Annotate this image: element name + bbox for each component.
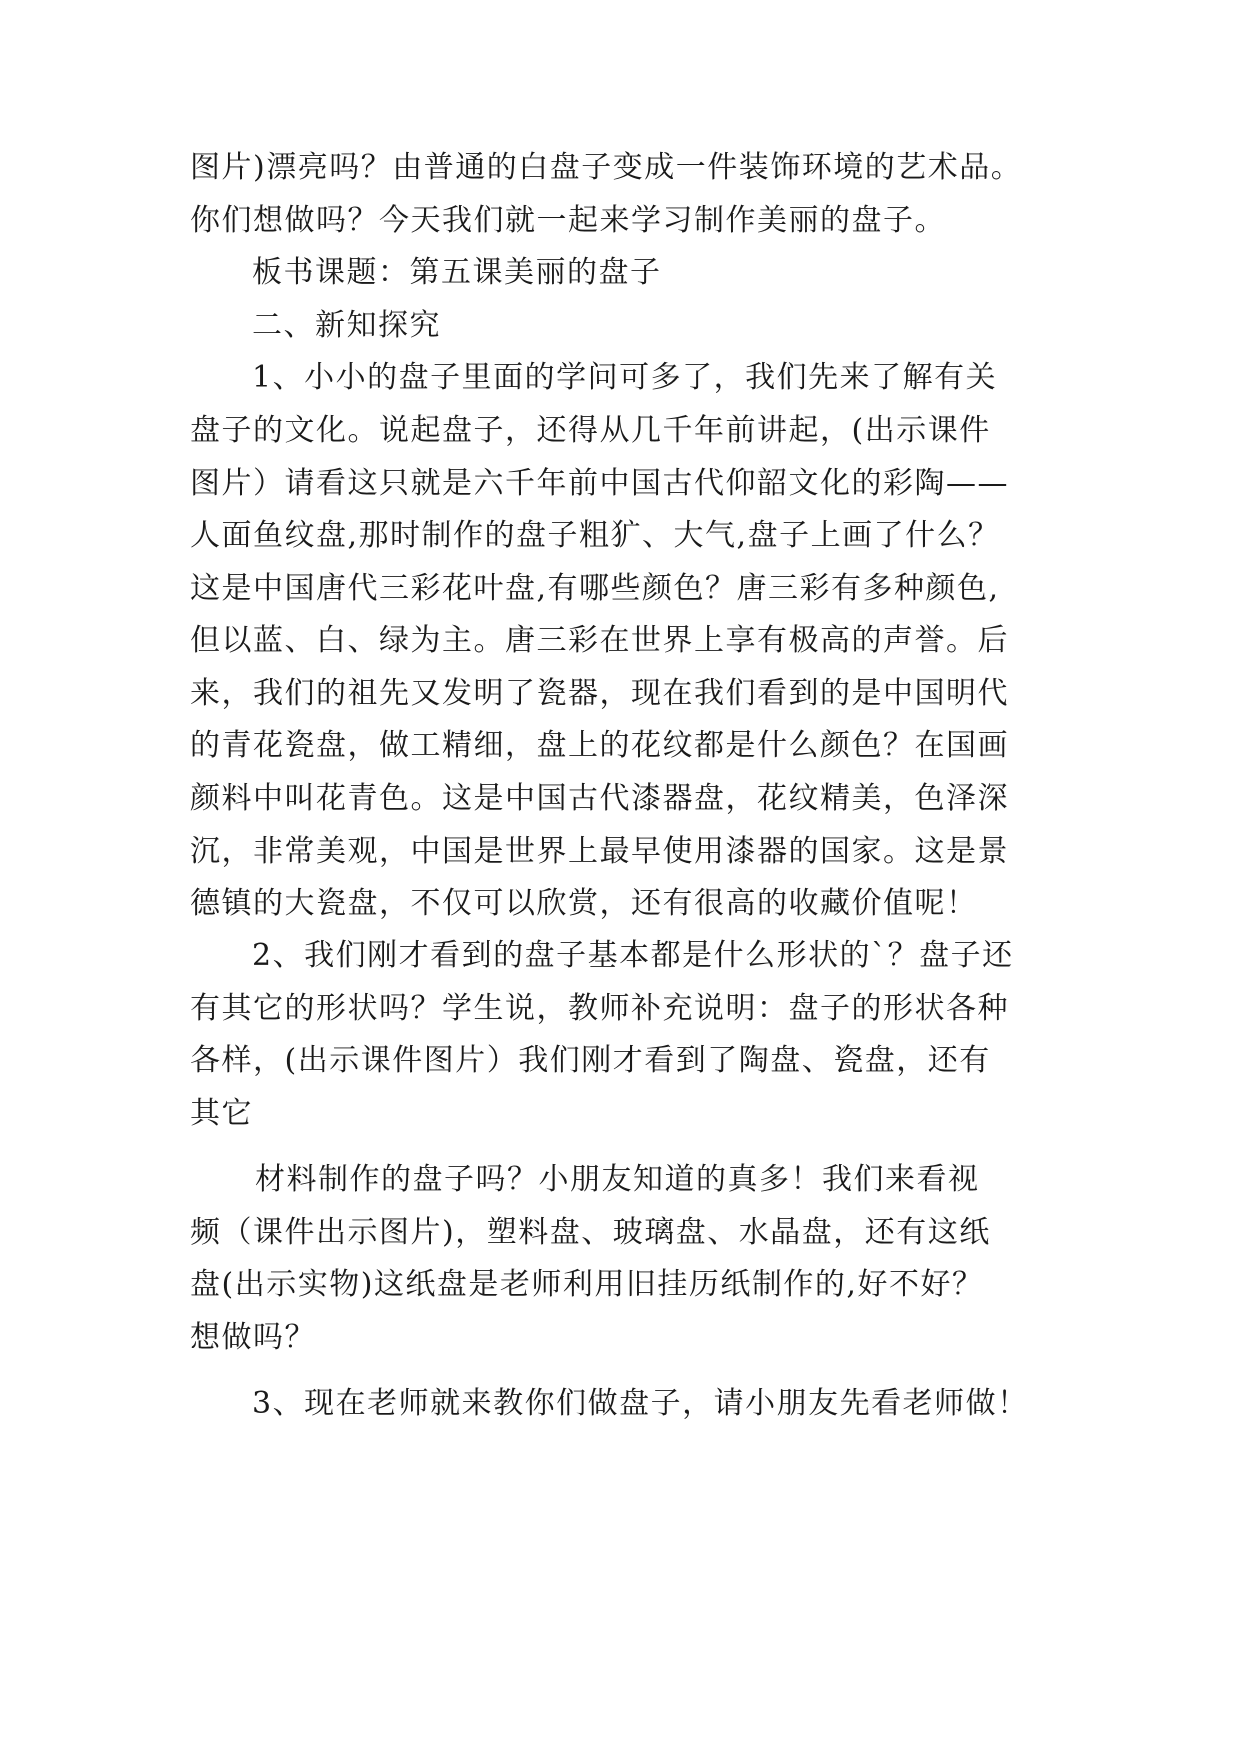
text-line: 其它: [190, 1096, 253, 1131]
text-line: 图片)漂亮吗？由普通的白盘子变成一件装饰环境的艺术品。: [190, 150, 1023, 185]
text-line: 盘子的文化。说起盘子，还得从几千年前讲起，(出示课件: [190, 413, 991, 448]
text-line: 1、小小的盘子里面的学问可多了，我们先来了解有关: [252, 360, 998, 395]
section-heading: 二、新知探究: [252, 308, 441, 343]
text-line: 频（课件出示图片)，塑料盘、玻璃盘、水晶盘，还有这纸: [190, 1215, 991, 1250]
text-line: 2、我们刚才看到的盘子基本都是什么形状的`？盘子还: [252, 938, 1014, 973]
text-line: 你们想做吗？今天我们就一起来学习制作美丽的盘子。: [190, 203, 946, 238]
text-line: 颜料中叫花青色。这是中国古代漆器盘，花纹精美，色泽深: [190, 781, 1009, 816]
text-line: 来，我们的祖先又发明了瓷器，现在我们看到的是中国明代: [190, 676, 1009, 711]
text-line: 有其它的形状吗？学生说，教师补充说明：盘子的形状各种: [190, 991, 1009, 1026]
text-line: 图片）请看这只就是六千年前中国古代仰韶文化的彩陶——: [190, 466, 1009, 501]
text-line: 这是中国唐代三彩花叶盘,有哪些颜色？唐三彩有多种颜色,: [190, 571, 1000, 606]
text-line: 但以蓝、白、绿为主。唐三彩在世界上享有极高的声誉。后: [190, 623, 1009, 658]
text-line: 沉，非常美观，中国是世界上最早使用漆器的国家。这是景: [190, 834, 1009, 869]
text-line: 盘(出示实物)这纸盘是老师利用旧挂历纸制作的,好不好？: [190, 1267, 984, 1302]
text-line: 德镇的大瓷盘，不仅可以欣赏，还有很高的收藏价值呢！: [190, 886, 978, 921]
text-line: 3、现在老师就来教你们做盘子，请小朋友先看老师做！: [252, 1386, 1029, 1421]
text-line: 人面鱼纹盘,那时制作的盘子粗犷、大气,盘子上画了什么？: [190, 518, 1000, 553]
text-line: 材料制作的盘子吗？小朋友知道的真多！我们来看视: [255, 1162, 980, 1197]
text-line: 想做吗？: [190, 1320, 316, 1355]
text-line: 的青花瓷盘，做工精细，盘上的花纹都是什么颜色？在国画: [190, 728, 1009, 763]
lesson-title-line: 板书课题：第五课美丽的盘子: [252, 255, 662, 290]
text-line: 各样，(出示课件图片）我们刚才看到了陶盘、瓷盘，还有: [190, 1043, 991, 1078]
